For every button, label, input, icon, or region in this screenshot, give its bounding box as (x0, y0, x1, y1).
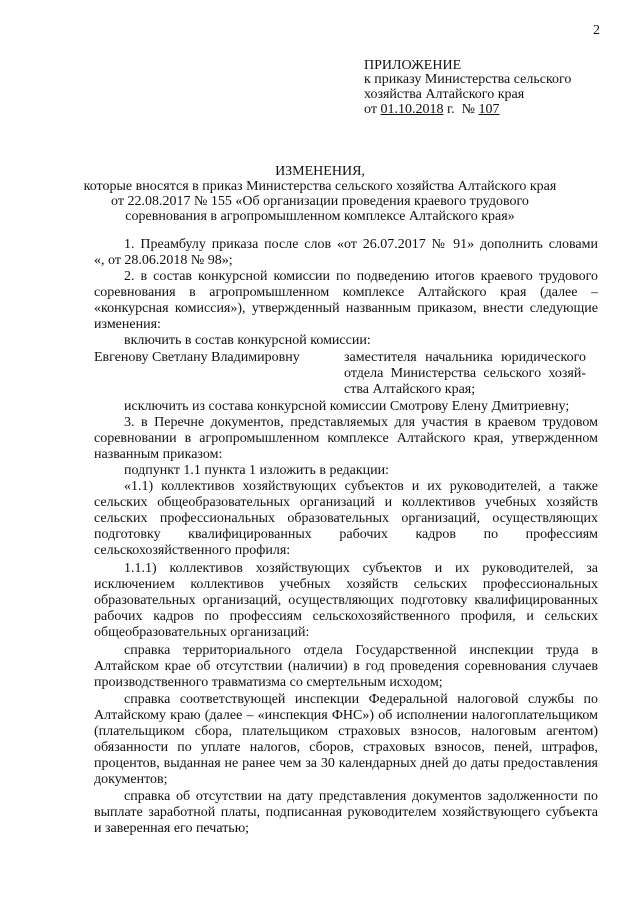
body-line: соревновании в агропромышленном комплексе Алтайского края, утвержденном (94, 431, 598, 446)
order-date: 01.10.2018 (380, 102, 444, 117)
body-line: выплате заработной платы, подписанная руководителем хозяйствующего субъекта (94, 805, 598, 820)
body-line: «конкурсная комиссия»), утвержденный названным приказом, внести следующие (94, 301, 598, 316)
number-prefix: № (461, 102, 479, 117)
title-heading: ИЗМЕНЕНИЯ, (275, 164, 365, 179)
body-line: «1.1) коллективов хозяйствующих субъектов и их руководителей, а также (124, 479, 598, 494)
member-position-line: заместителя начальника юридического (344, 350, 586, 365)
body-line: (плательщиком сбора, плательщиком страховых взносов, налоговым агентом) (94, 724, 598, 739)
member-position-line: ства Алтайского края; (344, 382, 476, 397)
appendix-date-line (364, 101, 499, 118)
appendix-line-2: хозяйства Алтайского края (364, 87, 525, 102)
body-line: названным приказом: (94, 447, 223, 462)
body-line: образовательных организаций, осуществляющих подготовку квалифицированных (94, 593, 598, 608)
body-line: общеобразовательных организаций: (94, 625, 310, 640)
title-line: от 22.08.2017 № 155 «Об организации проведения краевого трудового (111, 194, 529, 209)
order-number: 107 (478, 102, 500, 117)
body-line: Алтайскому краю (далее – «инспекция ФНС») об исполнении налогоплательщиком (94, 708, 598, 723)
body-line: обязанности по уплате налогов, сборов, страховых взносов, пеней, штрафов, (94, 740, 598, 755)
body-line: процентов, выданная не ранее чем за 30 календарных дней до даты предоставления (94, 756, 598, 771)
page-number: 2 (593, 23, 600, 38)
title-line: соревнования в агропромышленном комплексе Алтайского края» (125, 209, 515, 224)
body-line: 1.1.1) коллективов хозяйствующих субъектов и их руководителей, за (124, 561, 598, 576)
body-line: подготовку квалифицированных рабочих кадров по профессиям (94, 527, 598, 542)
body-line: документов; (94, 772, 168, 787)
body-line: Алтайском крае об отсутствии (наличии) в год проведения соревнования случаев (94, 659, 598, 674)
title-line: которые вносятся в приказ Министерства сельского хозяйства Алтайского края (83, 179, 557, 194)
body-line: справка соответствующей инспекции Федеральной налоговой службы по (124, 692, 598, 707)
body-line: исключением коллективов учебных хозяйств сельских профессиональных (94, 577, 598, 592)
body-line: рабочих кадров по профессиям сельскохозяйственного профиля, и сельских (94, 609, 598, 624)
body-line: «, от 28.06.2018 № 98»; (94, 253, 233, 268)
member-name: Евгенову Светлану Владимировну (94, 350, 300, 365)
member-position-line: отдела Министерства сельского хозяй- (344, 366, 586, 381)
body-line: 3. в Перечне документов, представляемых для участия в краевом трудовом (124, 415, 598, 430)
body-line: исключить из состава конкурсной комиссии Смотрову Елену Дмитриевну; (124, 399, 570, 414)
body-line: сельских профессиональных образовательных организаций, осуществляющих (94, 511, 598, 526)
body-line: включить в состав конкурсной комиссии: (124, 333, 371, 348)
appendix-label: ПРИЛОЖЕНИЕ (364, 58, 462, 73)
body-line: сельскохозяйственного профиля: (94, 543, 291, 558)
body-line: производственного травматизма со смертельным исходом; (94, 675, 443, 690)
body-line: изменения: (94, 317, 161, 332)
body-line: сельских общеобразовательных организаций и коллективов учебных хозяйств (94, 495, 598, 510)
date-suffix: г. (443, 102, 455, 117)
body-line: 2. в состав конкурсной комиссии по подведению итогов краевого трудового (124, 269, 598, 284)
appendix-line-1: к приказу Министерства сельского (364, 72, 572, 87)
body-line: 1. Преамбулу приказа после слов «от 26.07.2017 № 91» дополнить словами (124, 237, 598, 252)
body-line: подпункт 1.1 пункта 1 изложить в редакции: (124, 463, 390, 478)
body-line: и заверенная его печатью; (94, 821, 250, 836)
body-line: справка об отсутствии на дату представления документов задолженности по (124, 789, 598, 804)
body-line: справка территориального отдела Государственной инспекции труда в (124, 643, 598, 658)
date-prefix: от (364, 102, 381, 117)
body-line: соревнования в агропромышленном комплексе Алтайского края (далее – (94, 285, 598, 300)
